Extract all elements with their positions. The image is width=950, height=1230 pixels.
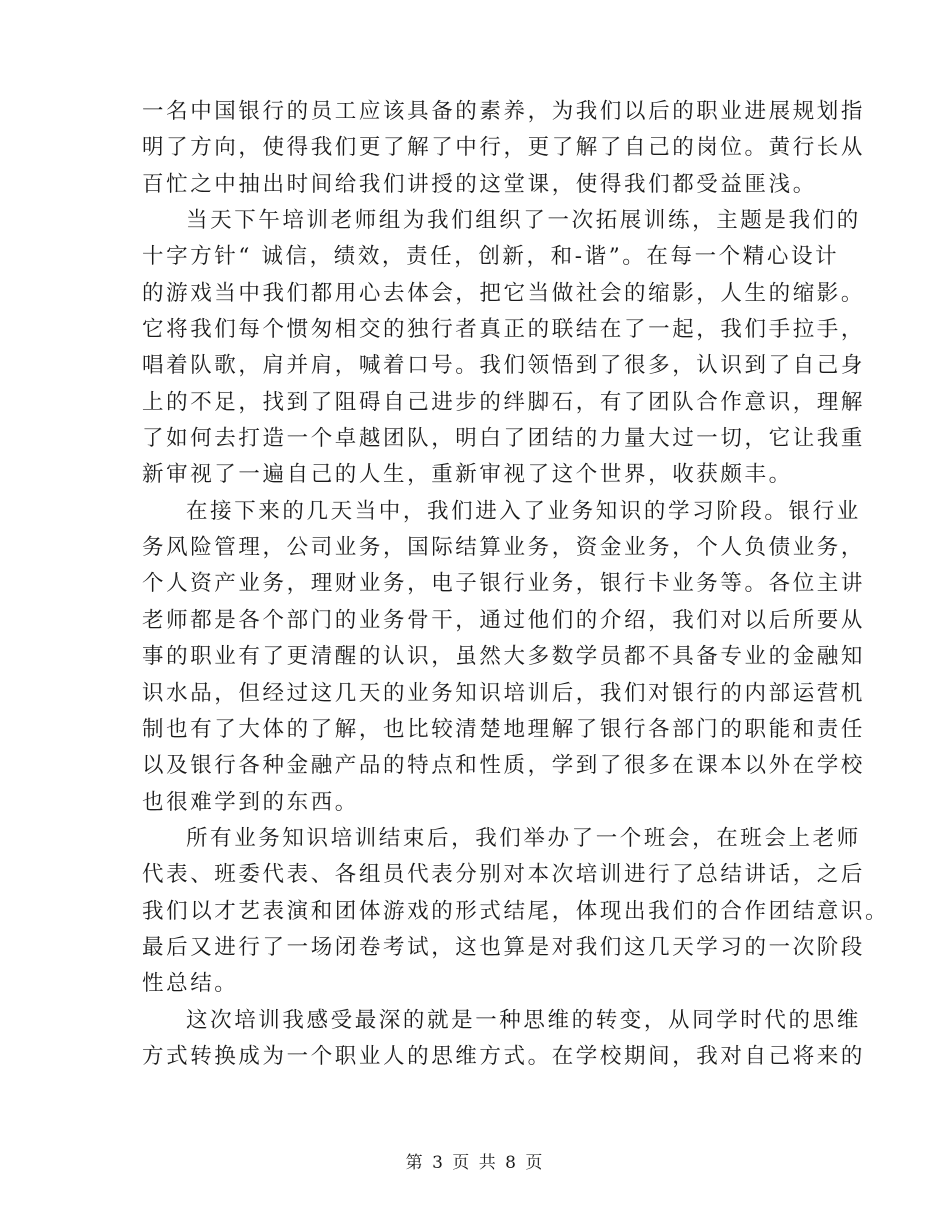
paragraph-start-line: 在接下来的几天当中，我们进入了业务知识的学习阶段。银行业 bbox=[186, 498, 861, 524]
paragraph-start-line: 当天下午培训老师组为我们组织了一次拓展训练，主题是我们的 bbox=[186, 208, 861, 234]
text-line: 以及银行各种金融产品的特点和性质，学到了很多在课本以外在学校 bbox=[142, 753, 866, 779]
text-line: 我们以才艺表演和团体游戏的形式结尾，体现出我们的合作团结意识。 bbox=[142, 898, 890, 924]
text-line: 老师都是各个部门的业务骨干，通过他们的介绍，我们对以后所要从 bbox=[142, 607, 866, 633]
text-line: 代表、班委代表、各组员代表分别对本次培训进行了总结讲话，之后 bbox=[142, 862, 866, 888]
text-line: 个人资产业务，理财业务，电子银行业务，银行卡业务等。各位主讲 bbox=[142, 571, 866, 597]
text-line: 百忙之中抽出时间给我们讲授的这堂课，使得我们都受益匪浅。 bbox=[142, 171, 817, 197]
text-line: 最后又进行了一场闭卷考试，这也算是对我们这几天学习的一次阶段 bbox=[142, 934, 866, 960]
paragraph-start-line: 这次培训我感受最深的就是一种思维的转变，从同学时代的思维 bbox=[186, 1007, 861, 1033]
text-line: 务风险管理，公司业务，国际结算业务，资金业务，个人负债业务， bbox=[142, 535, 866, 561]
text-line: 唱着队歌，肩并肩，喊着口号。我们领悟到了很多，认识到了自己身 bbox=[142, 353, 866, 379]
text-line: 新审视了一遍自己的人生，重新审视了这个世界，收获颇丰。 bbox=[142, 462, 793, 488]
document-body bbox=[142, 94, 890, 1075]
text-line: 明了方向，使得我们更了解了中行，更了解了自己的岗位。黄行长从 bbox=[142, 135, 866, 161]
text-line: 一名中国银行的员工应该具备的素养，为我们以后的职业进展规划指 bbox=[142, 99, 866, 124]
text-line: 识水品，但经过这几天的业务知识培训后，我们对银行的内部运营机 bbox=[142, 680, 866, 706]
text-line: 它将我们每个惯匆相交的独行者真正的联结在了一起，我们手拉手， bbox=[142, 317, 866, 343]
text-line: 的游戏当中我们都用心去体会，把它当做社会的缩影，人生的缩影。 bbox=[142, 280, 866, 306]
text-line: 制也有了大体的了解，也比较清楚地理解了银行各部门的职能和责任 bbox=[142, 716, 866, 742]
text-line: 性总结。 bbox=[142, 971, 239, 997]
text-line: 上的不足，找到了阻碍自己进步的绊脚石，有了团队合作意识，理解 bbox=[142, 389, 866, 415]
text-line: 了如何去打造一个卓越团队，明白了团结的力量大过一切，它让我重 bbox=[142, 426, 866, 452]
text-line: 事的职业有了更清醒的认识，虽然大多数学员都不具备专业的金融知 bbox=[142, 644, 866, 670]
text-line: 十字方针“ 诚信，绩效，责任，创新，和-谐”。在每一个精心设计 bbox=[142, 244, 840, 270]
text-line: 也很难学到的东西。 bbox=[142, 789, 359, 815]
paragraph-start-line: 所有业务知识培训结束后，我们举办了一个班会，在班会上老师 bbox=[186, 825, 861, 851]
page-number-footer: 第 3 页 共 8 页 bbox=[405, 1153, 545, 1173]
text-line: 方式转换成为一个职业人的思维方式。在学校期间，我对自己将来的 bbox=[142, 1043, 866, 1069]
